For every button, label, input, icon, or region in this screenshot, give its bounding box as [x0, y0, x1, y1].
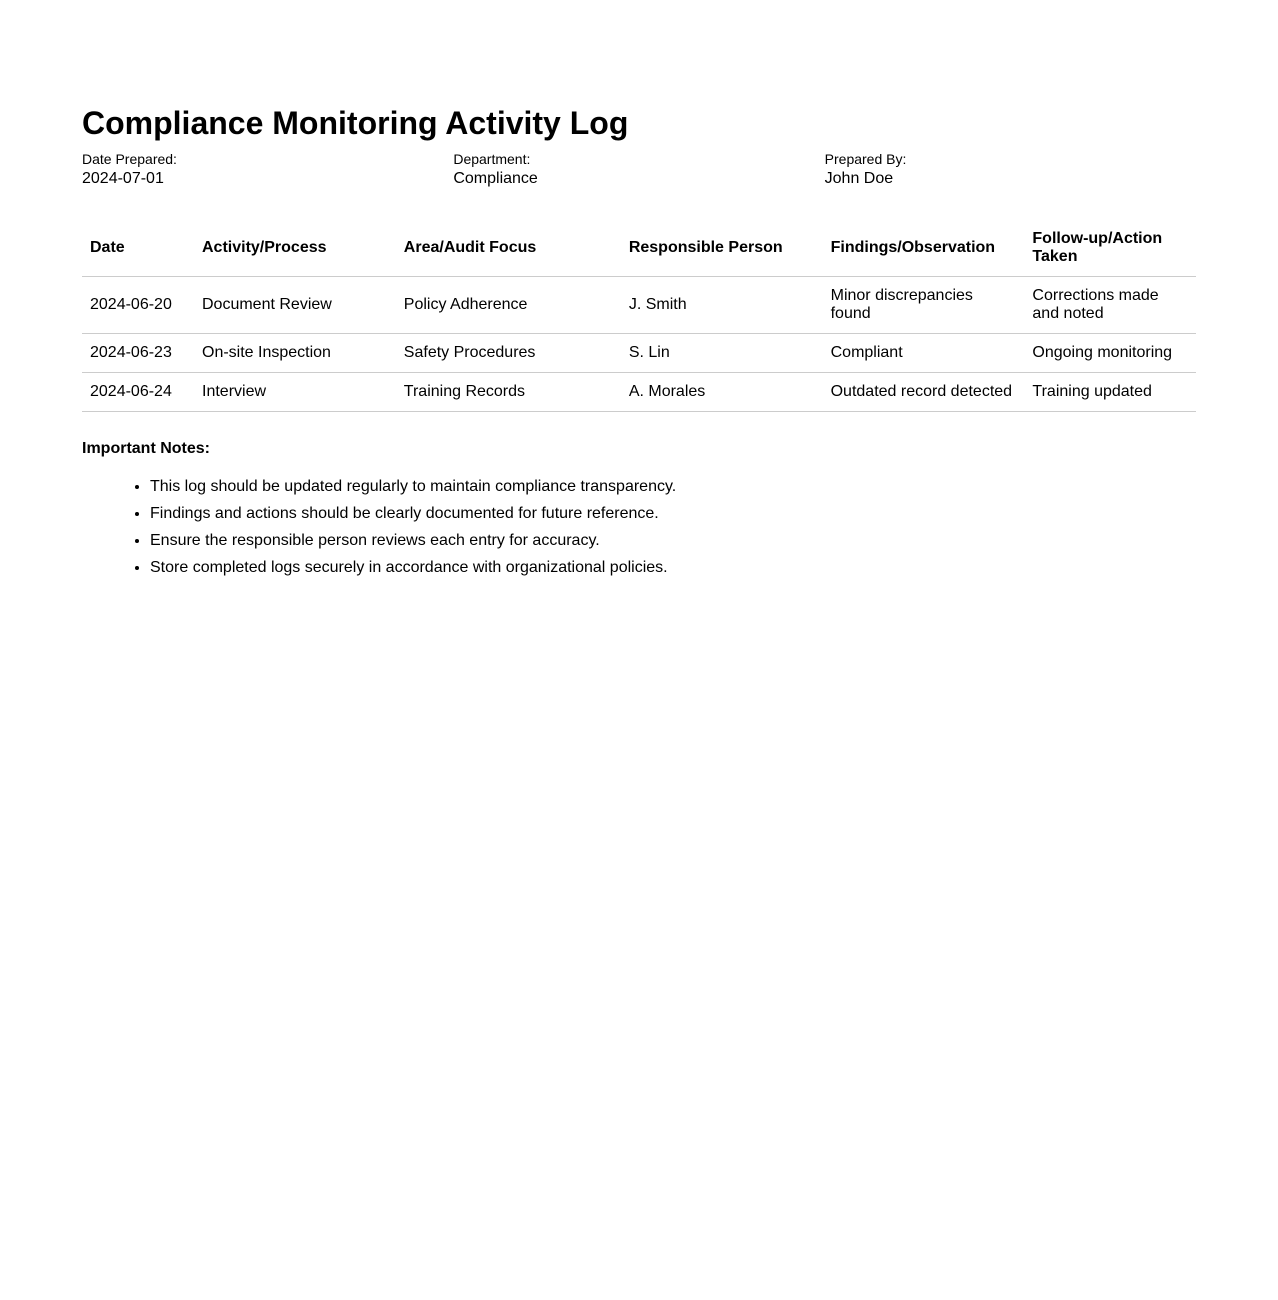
cell-date: 2024-06-23 [82, 334, 194, 373]
cell-date: 2024-06-24 [82, 373, 194, 412]
table-row [82, 277, 1196, 334]
column-header-followup: Follow-up/Action Taken [1024, 222, 1196, 277]
column-header-area: Area/Audit Focus [396, 222, 621, 277]
column-header-findings: Findings/Observation [823, 222, 1025, 277]
cell-person: S. Lin [621, 334, 823, 373]
table-header [82, 222, 1196, 277]
column-header-activity: Activity/Process [194, 222, 396, 277]
cell-area: Policy Adherence [396, 277, 621, 334]
meta-label: Prepared By: [824, 151, 907, 167]
page-title: Compliance Monitoring Activity Log [82, 105, 629, 141]
note-item: • Findings and actions should be clearly documented for future reference. [150, 505, 1196, 523]
table-header-row [82, 222, 1196, 277]
notes-title: Important Notes: [82, 440, 210, 457]
cell-date: 2024-06-20 [82, 277, 194, 334]
notes-list [82, 478, 1196, 577]
meta-date-prepared [82, 151, 453, 189]
meta-department [453, 151, 824, 189]
cell-area: Training Records [396, 373, 621, 412]
cell-findings: Outdated record detected [823, 373, 1025, 412]
cell-followup: Corrections made and noted [1024, 277, 1196, 334]
activity-log-table [82, 222, 1196, 412]
note-item: • Store completed logs securely in accordance with organizational policies. [150, 559, 1196, 577]
meta-label: Department: [453, 151, 531, 167]
cell-followup: Training updated [1024, 373, 1196, 412]
table-row [82, 334, 1196, 373]
cell-activity: Document Review [194, 277, 396, 334]
column-header-date: Date [82, 222, 194, 277]
table-body [82, 277, 1196, 412]
meta-value: Compliance [453, 170, 538, 187]
column-header-person: Responsible Person [621, 222, 823, 277]
cell-area: Safety Procedures [396, 334, 621, 373]
meta-section [82, 151, 1196, 189]
document-page [0, 0, 1278, 577]
meta-prepared-by [825, 151, 1196, 189]
table-row [82, 373, 1196, 412]
cell-findings: Compliant [823, 334, 1025, 373]
cell-followup: Ongoing monitoring [1024, 334, 1196, 373]
meta-value: 2024-07-01 [82, 170, 164, 187]
cell-person: A. Morales [621, 373, 823, 412]
cell-activity: Interview [194, 373, 396, 412]
note-item: • Ensure the responsible person reviews each entry for accuracy. [150, 532, 1196, 550]
note-item: • This log should be updated regularly to maintain compliance transparency. [150, 478, 1196, 496]
cell-person: J. Smith [621, 277, 823, 334]
meta-value: John Doe [824, 170, 894, 187]
cell-activity: On-site Inspection [194, 334, 396, 373]
cell-findings: Minor discrepancies found [823, 277, 1025, 334]
meta-label: Date Prepared: [82, 151, 177, 167]
